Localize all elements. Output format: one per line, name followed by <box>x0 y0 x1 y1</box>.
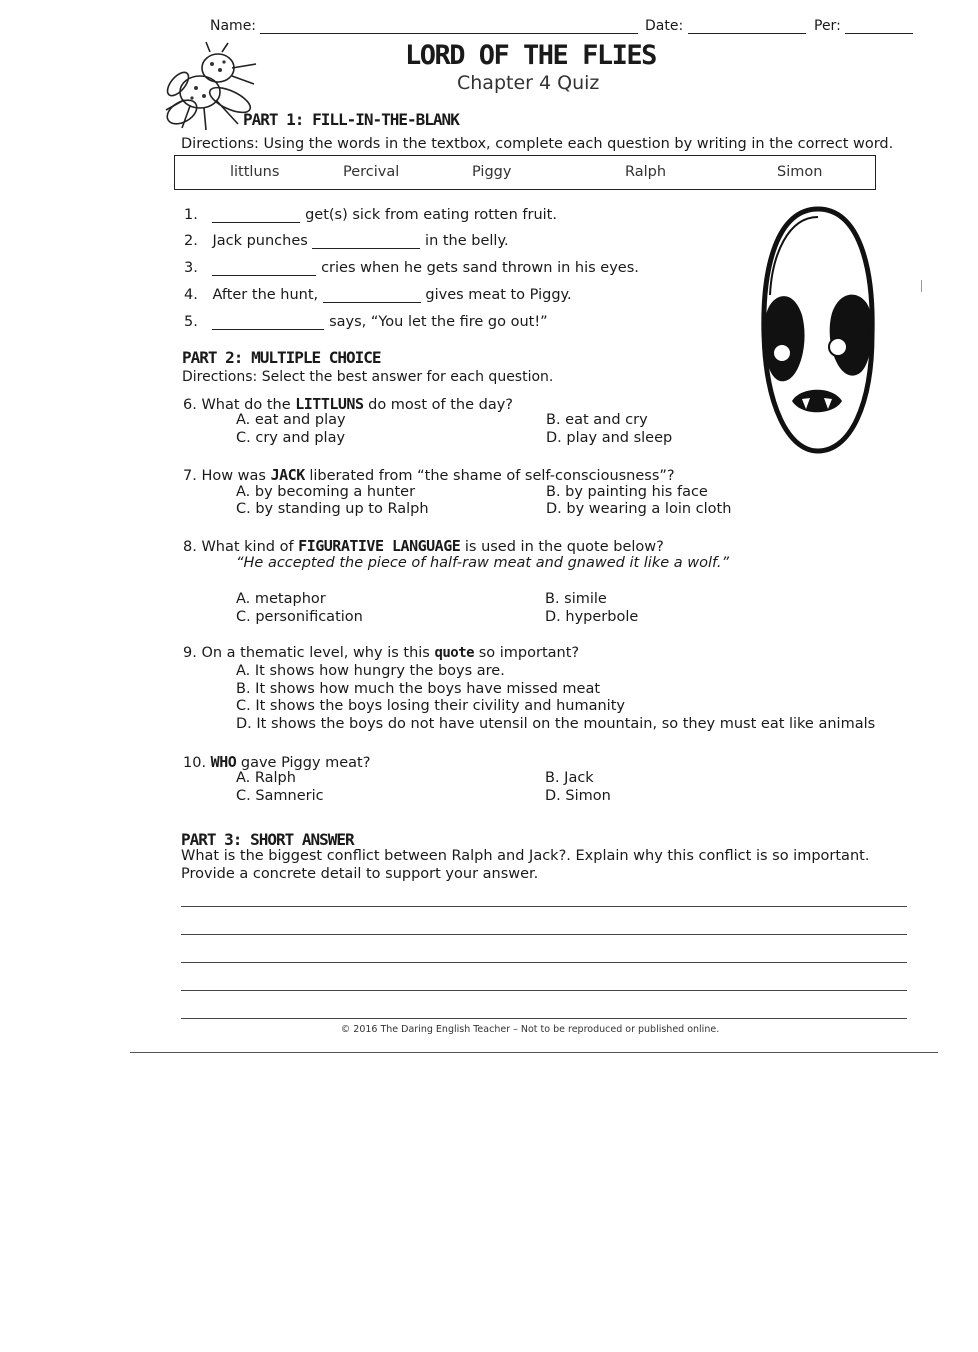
q9-option-c[interactable]: C. It shows the boys losing their civility and humanity <box>236 698 625 714</box>
answer-line[interactable] <box>181 990 907 991</box>
edge-mark <box>921 280 922 292</box>
part3-prompt-line2: Provide a concrete detail to support your answer. <box>181 866 539 882</box>
fill-item-1: 1. get(s) sick from eating rotten fruit. <box>184 207 557 223</box>
fill-item-3: 3. cries when he gets sand thrown in his eyes. <box>184 260 639 276</box>
date-label: Date: <box>645 18 684 34</box>
question-8: 8. What kind of FIGURATIVE LANGUAGE is used in the quote below? <box>183 537 664 555</box>
q10-option-a[interactable]: A. Ralph <box>236 770 296 786</box>
part1-heading: PART 1: FILL-IN-THE-BLANK <box>243 110 459 129</box>
word-bank-item: Ralph <box>625 164 667 180</box>
word-bank-item: Piggy <box>472 164 512 180</box>
answer-line[interactable] <box>181 934 907 935</box>
q10-option-d[interactable]: D. Simon <box>545 788 611 804</box>
word-bank-item: Simon <box>777 164 823 180</box>
fill-item-4: 4. After the hunt, gives meat to Piggy. <box>184 287 572 303</box>
q6-option-c[interactable]: C. cry and play <box>236 430 346 446</box>
name-label: Name: <box>210 18 257 34</box>
blank-input[interactable] <box>323 288 421 303</box>
q10-option-c[interactable]: C. Samneric <box>236 788 324 804</box>
blank-input[interactable] <box>212 261 316 276</box>
q9-option-a[interactable]: A. It shows how hungry the boys are. <box>236 663 505 679</box>
q7-option-d[interactable]: D. by wearing a loin cloth <box>546 501 732 517</box>
part3-prompt-line1: What is the biggest conflict between Ralph and Jack?. Explain why this conflict is so important. <box>181 848 870 864</box>
word-bank-item: Percival <box>343 164 400 180</box>
bottom-divider <box>130 1052 938 1053</box>
word-bank <box>174 155 876 190</box>
page-title: LORD OF THE FLIES <box>405 40 656 71</box>
part2-directions: Directions: Select the best answer for each question. <box>182 369 554 385</box>
q9-option-d[interactable]: D. It shows the boys do not have utensil on the mountain, so they must eat like animals <box>236 716 876 732</box>
blank-input[interactable] <box>212 315 324 330</box>
part1-directions: Directions: Using the words in the textbox, complete each question by writing in the correct word. <box>181 136 894 152</box>
part3-heading: PART 3: SHORT ANSWER <box>181 830 354 849</box>
q7-option-a[interactable]: A. by becoming a hunter <box>236 484 416 500</box>
mask-icon <box>758 205 878 455</box>
name-field[interactable] <box>210 18 638 34</box>
q8-quote: “He accepted the piece of half-raw meat and gnawed it like a wolf.” <box>236 555 729 571</box>
copyright-footer: © 2016 The Daring English Teacher – Not to be reproduced or published online. <box>340 1024 720 1035</box>
fill-item-2: 2. Jack punches in the belly. <box>184 233 509 249</box>
q7-option-c[interactable]: C. by standing up to Ralph <box>236 501 429 517</box>
blank-input[interactable] <box>312 234 420 249</box>
question-9: 9. On a thematic level, why is this quote so important? <box>183 645 580 661</box>
answer-line[interactable] <box>181 962 907 963</box>
fill-item-5: 5. says, “You let the fire go out!” <box>184 314 548 330</box>
q6-option-b[interactable]: B. eat and cry <box>546 412 648 428</box>
q6-option-a[interactable]: A. eat and play <box>236 412 346 428</box>
part2-heading: PART 2: MULTIPLE CHOICE <box>182 348 381 367</box>
blank-input[interactable] <box>212 208 300 223</box>
period-label: Per: <box>814 18 841 34</box>
answer-line[interactable] <box>181 906 907 907</box>
question-10: 10. WHO gave Piggy meat? <box>183 753 371 771</box>
q9-option-b[interactable]: B. It shows how much the boys have missed meat <box>236 681 601 697</box>
page-subtitle: Chapter 4 Quiz <box>457 72 600 94</box>
q8-option-d[interactable]: D. hyperbole <box>545 609 639 625</box>
q7-option-b[interactable]: B. by painting his face <box>546 484 708 500</box>
date-field[interactable] <box>645 18 806 34</box>
question-7: 7. How was JACK liberated from “the shame of self-consciousness”? <box>183 466 675 484</box>
q8-option-b[interactable]: B. simile <box>545 591 607 607</box>
q10-option-b[interactable]: B. Jack <box>545 770 594 786</box>
q8-option-c[interactable]: C. personification <box>236 609 363 625</box>
q6-option-d[interactable]: D. play and sleep <box>546 430 673 446</box>
answer-line[interactable] <box>181 1018 907 1019</box>
q8-option-a[interactable]: A. metaphor <box>236 591 326 607</box>
period-field[interactable] <box>814 18 913 34</box>
word-bank-item: littluns <box>230 164 280 180</box>
question-6: 6. What do the LITTLUNS do most of the day? <box>183 395 513 413</box>
